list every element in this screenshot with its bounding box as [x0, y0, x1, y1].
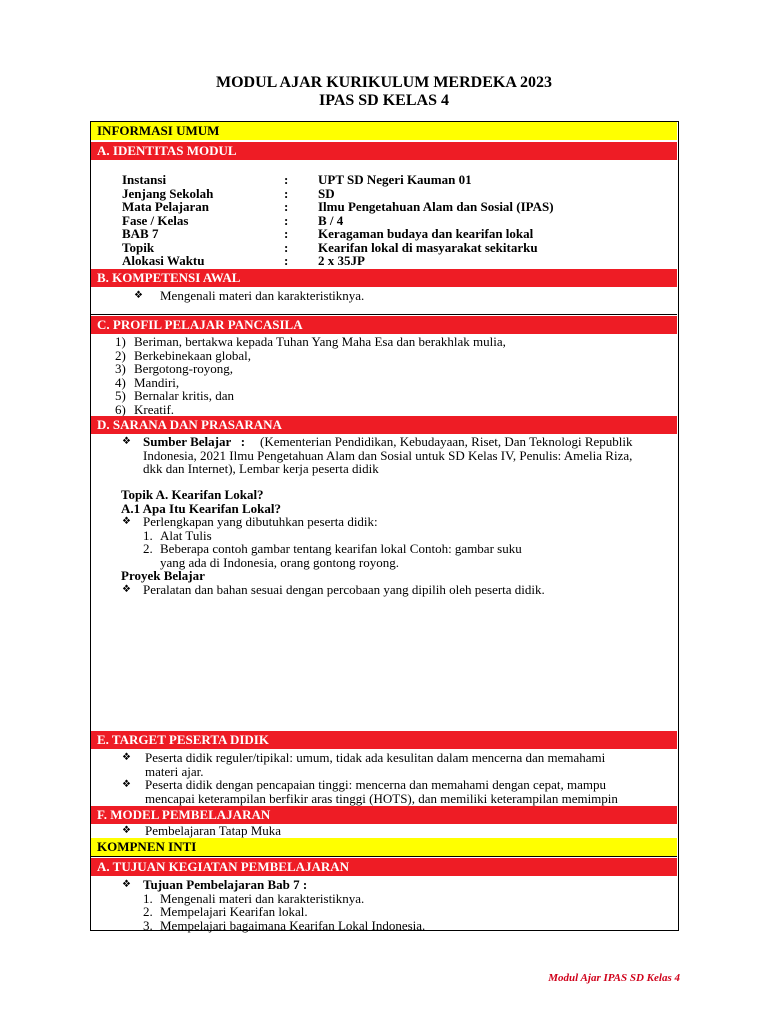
- identitas-sep: :: [284, 185, 289, 201]
- diamond-bullet-icon: ❖: [122, 436, 131, 447]
- subtopik-heading: A.1 Apa Itu Kearifan Lokal?: [121, 500, 281, 516]
- identitas-header: A. IDENTITAS MODUL: [91, 142, 677, 160]
- sarana-header: D. SARANA DAN PRASARANA: [91, 416, 677, 434]
- identitas-value: SD: [318, 185, 335, 201]
- divider: [91, 314, 677, 315]
- diamond-bullet-icon: ❖: [122, 879, 131, 890]
- doc-title: MODUL AJAR KURIKULUM MERDEKA 2023: [215, 74, 552, 91]
- proyek-heading: Proyek Belajar: [121, 568, 205, 583]
- profil-item: Beriman, bertakwa kepada Tuhan Yang Maha Esa dan berakhlak mulia,: [134, 334, 506, 349]
- tujuan-heading: Tujuan Pembelajaran Bab 7 :: [143, 877, 308, 892]
- diamond-bullet-icon: ❖: [134, 290, 143, 301]
- sumber-belajar-text: dkk dan Internet), Lembar kerja peserta didik: [143, 461, 379, 476]
- identitas-sep: :: [284, 199, 289, 214]
- tujuan-header: A. TUJUAN KEGIATAN PEMBELAJARAN: [91, 858, 677, 876]
- identitas-value: Keragaman budaya dan kearifan lokal: [318, 226, 534, 241]
- profil-num: 1): [115, 334, 126, 349]
- identitas-sep: :: [284, 226, 289, 241]
- profil-item: Berkebinekaan global,: [134, 347, 251, 363]
- tujuan-item: Mempelajari bagaimana Kearifan Lokal Indonesia.: [160, 917, 426, 933]
- target-item: Peserta didik reguler/tipikal: umum, tidak ada kesulitan dalam mencerna dan memahami: [145, 750, 606, 765]
- identitas-value: Ilmu Pengetahuan Alam dan Sosial (IPAS): [318, 199, 554, 214]
- diamond-bullet-icon: ❖: [122, 779, 131, 790]
- tujuan-item: Mengenali materi dan karakteristiknya.: [160, 890, 365, 906]
- identitas-label: BAB 7: [122, 226, 159, 241]
- identitas-value: 2 x 35JP: [318, 253, 365, 268]
- diamond-bullet-icon: ❖: [122, 516, 131, 527]
- diamond-bullet-icon: ❖: [122, 825, 131, 836]
- profil-num: 6): [115, 401, 126, 417]
- tujuan-num: 1.: [143, 890, 153, 906]
- profil-num: 2): [115, 347, 126, 363]
- profil-item: Kreatif.: [134, 401, 175, 417]
- identitas-sep: :: [284, 253, 289, 268]
- profil-num: 3): [115, 361, 126, 376]
- identitas-label: Jenjang Sekolah: [122, 185, 214, 201]
- topik-heading: Topik A. Kearifan Lokal?: [121, 487, 264, 502]
- perlengkapan-num: 1.: [143, 527, 153, 543]
- kompetensi-header: B. KOMPETENSI AWAL: [91, 269, 677, 287]
- target-item-cont: mencapai keterampilan berfikir aras tinggi (HOTS), dan memiliki keterampilan memimpin: [145, 790, 618, 806]
- informasi-umum-header: INFORMASI UMUM: [91, 122, 677, 140]
- tujuan-num: 2.: [143, 904, 153, 919]
- profil-item: Mandiri,: [134, 374, 180, 390]
- profil-num: 5): [115, 388, 126, 403]
- perlengkapan-text: Perlengkapan yang dibutuhkan peserta didik:: [143, 514, 378, 529]
- perlengkapan-item: Alat Tulis: [160, 527, 212, 543]
- identitas-sep: :: [284, 239, 289, 255]
- identitas-label: Alokasi Waktu: [122, 253, 205, 268]
- kompetensi-item: Mengenali materi dan karakteristiknya.: [160, 288, 365, 303]
- profil-item: Bergotong-royong,: [134, 361, 234, 376]
- identitas-value: B / 4: [318, 212, 344, 228]
- tujuan-num: 3.: [143, 917, 153, 933]
- sumber-belajar-text: Indonesia, 2021 Ilmu Pengetahuan Alam dan Sosial untuk SD Kelas IV, Penulis: Amelia Riza,: [143, 447, 633, 463]
- perlengkapan-item-cont: yang ada di Indonesia, orang gontong royong.: [160, 554, 400, 570]
- target-header: E. TARGET PESERTA DIDIK: [91, 731, 677, 749]
- identitas-sep: :: [284, 212, 289, 228]
- sumber-belajar-label: Sumber Belajar :: [143, 434, 246, 449]
- profil-item: Bernalar kritis, dan: [134, 388, 234, 403]
- model-header: F. MODEL PEMBELAJARAN: [91, 806, 677, 824]
- page-footer: Modul Ajar IPAS SD Kelas 4: [548, 972, 680, 984]
- identitas-label: Fase / Kelas: [122, 212, 189, 228]
- profil-num: 4): [115, 374, 126, 390]
- model-item: Pembelajaran Tatap Muka: [145, 823, 282, 838]
- profil-header: C. PROFIL PELAJAR PANCASILA: [91, 316, 677, 334]
- sumber-belajar-text: (Kementerian Pendidikan, Kebudayaan, Riset, Dan Teknologi Republik: [260, 434, 633, 449]
- doc-subtitle: IPAS SD KELAS 4: [319, 92, 449, 109]
- identitas-sep: :: [284, 172, 289, 187]
- identitas-value: UPT SD Negeri Kauman 01: [318, 172, 472, 187]
- identitas-label: Instansi: [122, 172, 167, 187]
- diamond-bullet-icon: ❖: [122, 583, 131, 595]
- identitas-label: Mata Pelajaran: [122, 199, 210, 214]
- identitas-label: Topik: [122, 239, 155, 255]
- tujuan-item: Mempelajari Kearifan lokal.: [160, 904, 308, 919]
- perlengkapan-num: 2.: [143, 541, 153, 556]
- peralatan-text: Peralatan dan bahan sesuai dengan percobaan yang dipilih oleh peserta didik.: [143, 581, 545, 597]
- kompnen-inti-header: KOMPNEN INTI: [91, 838, 677, 856]
- divider: [91, 856, 677, 857]
- identitas-value: Kearifan lokal di masyarakat sekitarku: [318, 239, 538, 255]
- diamond-bullet-icon: ❖: [122, 752, 131, 763]
- target-item-cont: materi ajar.: [145, 763, 204, 779]
- perlengkapan-item: Beberapa contoh gambar tentang kearifan lokal Contoh: gambar suku: [160, 541, 522, 556]
- target-item: Peserta didik dengan pencapaian tinggi: mencerna dan memahami dengan cepat, mampu: [145, 777, 606, 792]
